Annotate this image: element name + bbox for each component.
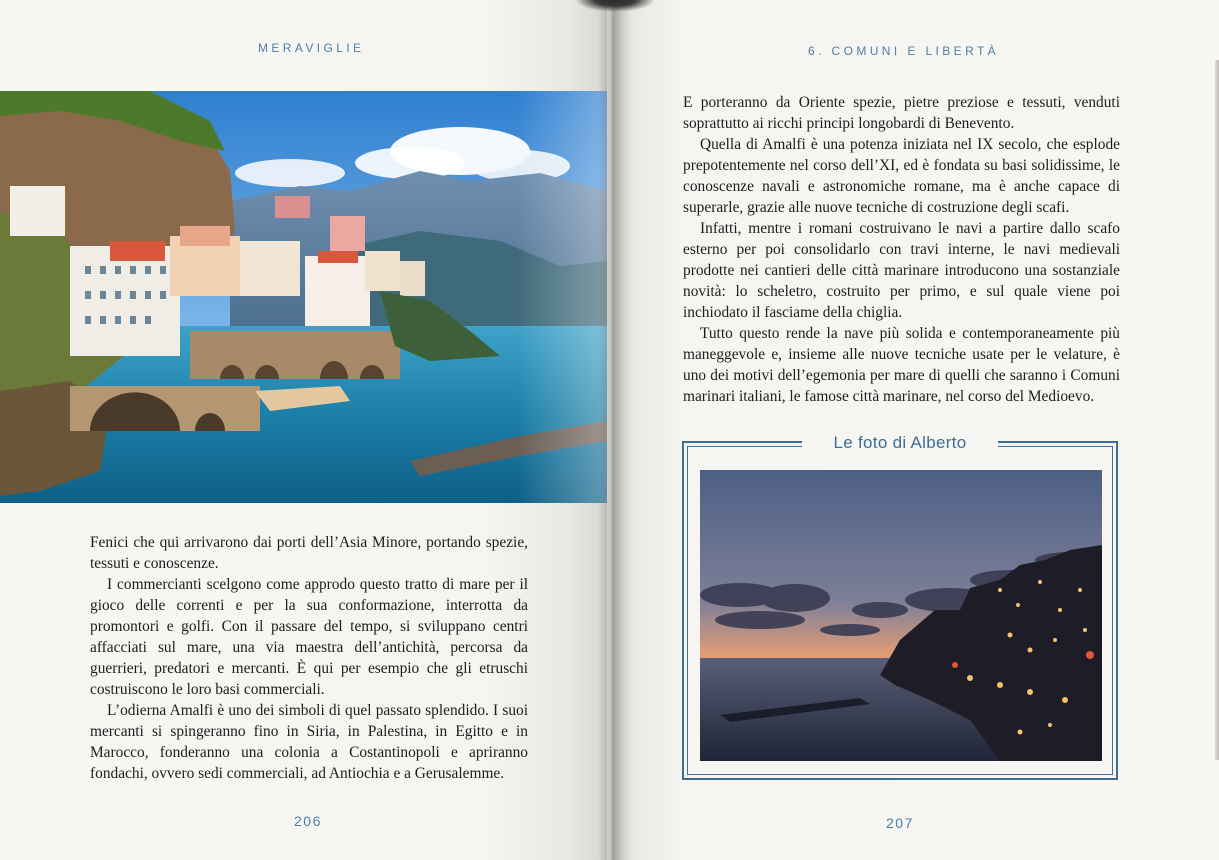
paragraph: I commercianti scelgono come approdo questo tratto di mare per il gioco delle correnti e per la sua conformazione, interrotta da promontori e golfi. Con il passare del tempo, si sviluppano centri affacciati sul mare, una via maestra dell’antichità, percorsa da guerrieri, predatori e mercanti. È qui per esempio che gli etruschi costruiscono le loro basi commerciali. bbox=[90, 576, 528, 698]
photo-box-title-wrap bbox=[802, 431, 998, 455]
left-page bbox=[0, 0, 607, 860]
right-page-text bbox=[683, 92, 1120, 407]
right-page bbox=[612, 0, 1219, 860]
paragraph: Quella di Amalfi è una potenza iniziata nel IX secolo, che esplode prepotentemente nel corso dell’XI, ed è fondata su basi solidissime, le conoscenze navali e astronomiche romane, ma è anche capace di superarle, grazie alle nuove tecniche di costruzione degli scafi. bbox=[683, 136, 1120, 216]
running-head-left: MERAVIGLIE bbox=[258, 41, 365, 55]
page-edge bbox=[1215, 60, 1219, 760]
book-gutter-shadow bbox=[598, 0, 632, 860]
left-page-text bbox=[90, 532, 528, 784]
spine-top-shadow bbox=[575, 0, 655, 12]
paragraph: L’odierna Amalfi è uno dei simboli di quel passato splendido. I suoi mercanti si spingeranno fino in Siria, in Palestina, in Egitto e in Marocco, fonderanno una colonia a Costantinopoli e apriranno fondachi, ovvero sedi commerciali, ad Antiochia e a Gerusalemme. bbox=[90, 702, 528, 782]
paragraph: Infatti, mentre i romani costruivano le navi a partire dallo scafo esterno per poi consolidarlo con travi interne, le navi medievali prodotte nei cantieri delle città marinare introducono una sostanziale novità: lo scheletro, costruito per primo, e sul quale viene poi inchiodato il fasciame della chiglia. bbox=[683, 220, 1120, 321]
paragraph: Tutto questo rende la nave più solida e contemporaneamente più maneggevole e, insieme alle nuove tecniche usate per le velature, è uno dei motivi dell’egemonia per mare di quelli che saranno i Comuni marinari italiani, le famose città marinare, nel corso del Medioevo. bbox=[683, 325, 1120, 405]
running-head-right: 6. COMUNI E LIBERTÀ bbox=[808, 44, 1000, 58]
paragraph: Fenici che qui arrivarono dai porti dell’Asia Minore, portando spezie, tessuti e conoscenze. bbox=[90, 534, 528, 572]
page-number-right: 207 bbox=[886, 815, 914, 831]
sunset-town-photo bbox=[700, 470, 1102, 761]
page-number-left: 206 bbox=[294, 813, 322, 829]
photo-box-title: Le foto di Alberto bbox=[833, 433, 967, 452]
amalfi-coast-photo bbox=[0, 91, 607, 503]
paragraph: E porteranno da Oriente spezie, pietre preziose e tessuti, venduti soprattutto ai ricchi principi longobardi di Benevento. bbox=[683, 94, 1120, 132]
